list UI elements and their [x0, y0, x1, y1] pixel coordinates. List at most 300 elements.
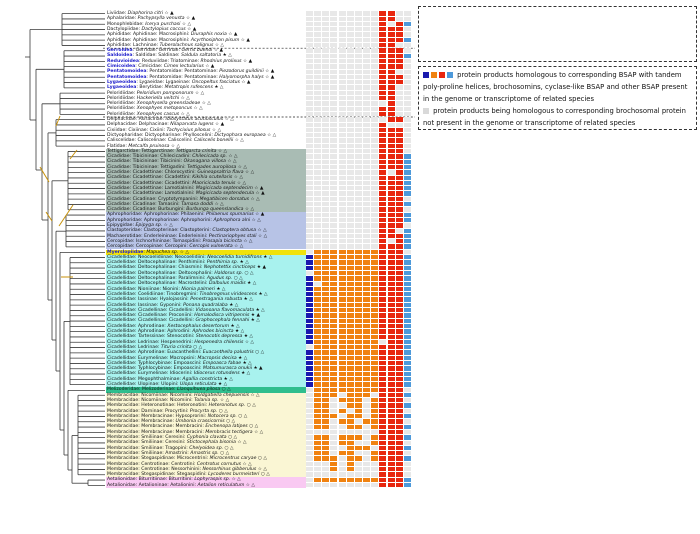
matrix-cell-present	[396, 350, 403, 354]
matrix-cell-absent	[314, 462, 321, 466]
matrix-cell-absent	[347, 239, 354, 243]
matrix-cell-absent	[306, 409, 313, 413]
matrix-cell-present	[322, 446, 329, 450]
matrix-cell-present	[363, 313, 370, 317]
matrix-cell-absent	[314, 244, 321, 248]
matrix-cell-present	[404, 382, 411, 386]
matrix-cell-absent	[306, 170, 313, 174]
matrix-cell-present	[322, 255, 329, 259]
matrix-cell-absent	[371, 191, 378, 195]
matrix-cell-present	[388, 483, 395, 487]
matrix-cell-present	[379, 91, 386, 95]
matrix-cell-absent	[347, 218, 354, 222]
matrix-cell-absent	[347, 123, 354, 127]
matrix-cell-present	[306, 292, 313, 296]
matrix-cell-present	[379, 345, 386, 349]
matrix-cell-absent	[363, 483, 370, 487]
species-name: Aetalion reticulatum	[197, 482, 245, 488]
matrix-cell-present	[363, 388, 370, 392]
species-name: Llanquihuea pilosa	[177, 387, 221, 393]
matrix-cell-absent	[306, 144, 313, 148]
matrix-cell-absent	[355, 75, 362, 79]
matrix-cell-absent	[355, 186, 362, 190]
matrix-cell-present	[388, 388, 395, 392]
matrix-cell-absent	[306, 223, 313, 227]
matrix-cell-present	[371, 478, 378, 482]
matrix-cell-present	[347, 303, 354, 307]
matrix-cell-present	[330, 456, 337, 460]
species-name: Cimex lectularius	[163, 64, 204, 69]
matrix-cell-absent	[371, 107, 378, 111]
matrix-cell-absent	[330, 176, 337, 180]
matrix-cell-present	[396, 462, 403, 466]
matrix-cell-present	[396, 366, 403, 370]
matrix-cell-absent	[306, 425, 313, 429]
matrix-cell-absent	[371, 144, 378, 148]
matrix-cell-absent	[339, 54, 346, 58]
matrix-cell-present	[339, 372, 346, 376]
matrix-cell-absent	[339, 70, 346, 74]
matrix-cell-absent	[339, 430, 346, 434]
matrix-cell-absent	[355, 462, 362, 466]
matrix-cell-absent	[347, 70, 354, 74]
matrix-cell-present	[355, 303, 362, 307]
matrix-cell-absent	[347, 107, 354, 111]
matrix-cell-absent	[363, 218, 370, 222]
matrix-cell-present	[379, 350, 386, 354]
matrix-cell-absent	[363, 472, 370, 476]
matrix-cell-present	[330, 282, 337, 286]
matrix-cell-absent	[355, 223, 362, 227]
matrix-cell-present	[371, 292, 378, 296]
species-name: Stictocephala bisonia	[186, 440, 236, 446]
matrix-cell-absent	[363, 70, 370, 74]
matrix-cell-present	[404, 456, 411, 460]
species-name: Holdgatiella chepuensis	[194, 392, 249, 398]
matrix-cell-absent	[363, 223, 370, 227]
matrix-cell-absent	[404, 75, 411, 79]
species-name: Cyphonia clavata	[186, 435, 227, 440]
matrix-cell-present	[404, 160, 411, 164]
matrix-cell-present	[404, 276, 411, 280]
matrix-cell-present	[363, 366, 370, 370]
matrix-cell-absent	[355, 165, 362, 169]
matrix-cell-present	[379, 112, 386, 116]
matrix-cell-absent	[347, 85, 354, 89]
species-name: Diaphorina citri	[127, 11, 164, 16]
matrix-cell-present	[314, 361, 321, 365]
matrix-cell-absent	[339, 123, 346, 127]
matrix-cell-absent	[404, 64, 411, 68]
matrix-cell-absent	[306, 244, 313, 248]
matrix-cell-present	[371, 372, 378, 376]
matrix-cell-present	[322, 435, 329, 439]
matrix-cell-present	[306, 308, 313, 312]
matrix-cell-present	[306, 340, 313, 344]
species-name: Guineapsaltria flava	[197, 170, 244, 175]
matrix-cell-present	[306, 266, 313, 270]
taxon-row: Clastopteridae: Clastopterinae: Clastopterini: Clastoptera obtusa ☆ △	[107, 228, 267, 234]
matrix-cell-absent	[371, 472, 378, 476]
matrix-cell-absent	[322, 70, 329, 74]
matrix-cell-present	[396, 276, 403, 280]
matrix-cell-present	[355, 361, 362, 365]
matrix-cell-present	[379, 85, 386, 89]
taxon-row: Cicadellidae: Cicadellinae: Cicadellini: Vidanoana flavomaculata ★ △	[107, 307, 265, 313]
matrix-cell-present	[388, 377, 395, 381]
matrix-cell-present	[355, 276, 362, 280]
species-name: Ulopa reticulata	[180, 382, 217, 387]
matrix-cell-present	[379, 234, 386, 238]
matrix-cell-absent	[306, 107, 313, 111]
matrix-cell-absent	[404, 11, 411, 15]
matrix-cell-present	[388, 112, 395, 116]
matrix-cell-present	[379, 419, 386, 423]
matrix-cell-present	[396, 165, 403, 169]
matrix-cell-present	[396, 181, 403, 185]
matrix-cell-absent	[322, 170, 329, 174]
matrix-cell-absent	[314, 112, 321, 116]
matrix-cell-absent	[355, 202, 362, 206]
matrix-cell-absent	[306, 414, 313, 418]
matrix-cell-absent	[363, 435, 370, 439]
matrix-cell-absent	[363, 128, 370, 132]
matrix-cell-present	[379, 382, 386, 386]
matrix-cell-absent	[339, 181, 346, 185]
matrix-cell-present	[379, 260, 386, 264]
matrix-cell-present	[306, 303, 313, 307]
matrix-cell-present	[339, 340, 346, 344]
matrix-cell-present	[388, 133, 395, 137]
matrix-cell-present	[347, 451, 354, 455]
taxon-row: Cicadellidae: Eurymelinae: Idiocerini: Idiocerus rotundens ★ △	[107, 371, 251, 377]
matrix-cell-present	[371, 409, 378, 413]
matrix-cell-absent	[355, 170, 362, 174]
species-name: Pachypsylla venusta	[137, 16, 185, 22]
matrix-cell-present	[322, 297, 329, 301]
species-name: Mapuchea sp.	[146, 249, 179, 255]
matrix-cell-absent	[371, 244, 378, 248]
matrix-cell-present	[363, 377, 370, 381]
matrix-cell-present	[388, 255, 395, 259]
color-legend-line-1	[423, 70, 692, 105]
matrix-cell-present	[355, 372, 362, 376]
matrix-cell-absent	[306, 70, 313, 74]
matrix-cell-present	[371, 319, 378, 323]
matrix-cell-present	[322, 441, 329, 445]
matrix-cell-present	[330, 414, 337, 418]
matrix-cell-absent	[371, 154, 378, 158]
matrix-cell-present	[388, 223, 395, 227]
matrix-cell-present	[396, 451, 403, 455]
matrix-cell-present	[363, 446, 370, 450]
matrix-cell-present	[379, 409, 386, 413]
matrix-cell-present	[404, 393, 411, 397]
matrix-cell-absent	[322, 133, 329, 137]
red-swatch-icon	[439, 72, 445, 78]
matrix-cell-present	[404, 329, 411, 333]
matrix-cell-absent	[371, 223, 378, 227]
matrix-cell-absent	[330, 75, 337, 79]
matrix-cell-absent	[396, 11, 403, 15]
matrix-cell-absent	[314, 107, 321, 111]
matrix-cell-present	[379, 181, 386, 185]
matrix-cell-present	[371, 425, 378, 429]
matrix-cell-absent	[339, 138, 346, 142]
matrix-cell-absent	[355, 96, 362, 100]
matrix-cell-present	[379, 478, 386, 482]
matrix-cell-present	[355, 393, 362, 397]
matrix-cell-present	[379, 191, 386, 195]
matrix-cell-present	[347, 398, 354, 402]
matrix-cell-absent	[347, 176, 354, 180]
taxon-row: Membracidae: Nicomiinae: Nicomiini: Holdgatiella chepuensis ☆ △	[107, 392, 260, 398]
matrix-cell-absent	[339, 107, 346, 111]
matrix-cell-present	[339, 255, 346, 259]
matrix-cell-present	[347, 467, 354, 471]
matrix-cell-absent	[314, 123, 321, 127]
matrix-cell-present	[371, 329, 378, 333]
matrix-cell-absent	[363, 107, 370, 111]
matrix-cell-absent	[404, 398, 411, 402]
matrix-cell-absent	[322, 197, 329, 201]
matrix-cell-absent	[314, 430, 321, 434]
matrix-cell-present	[322, 382, 329, 386]
matrix-cell-present	[396, 435, 403, 439]
matrix-cell-present	[396, 250, 403, 254]
matrix-cell-absent	[363, 165, 370, 169]
matrix-cell-present	[404, 340, 411, 344]
matrix-cell-present	[388, 186, 395, 190]
matrix-cell-present	[379, 456, 386, 460]
matrix-cell-absent	[322, 22, 329, 26]
matrix-cell-present	[379, 250, 386, 254]
matrix-cell-present	[396, 239, 403, 243]
matrix-cell-absent	[322, 107, 329, 111]
matrix-cell-present	[322, 361, 329, 365]
matrix-cell-present	[314, 292, 321, 296]
matrix-cell-absent	[363, 101, 370, 105]
matrix-cell-present	[396, 48, 403, 52]
matrix-cell-present	[363, 372, 370, 376]
matrix-cell-present	[347, 377, 354, 381]
matrix-cell-present	[330, 356, 337, 360]
matrix-cell-present	[371, 340, 378, 344]
matrix-cell-present	[396, 319, 403, 323]
species-name: Umbonia crassicornis	[175, 419, 225, 425]
species-name: Aphrodes bicincta	[192, 329, 234, 334]
matrix-cell-present	[396, 117, 403, 121]
matrix-cell-absent	[330, 27, 337, 31]
matrix-cell-present	[371, 287, 378, 291]
matrix-cell-present	[322, 419, 329, 423]
matrix-cell-absent	[306, 472, 313, 476]
matrix-cell-absent	[371, 170, 378, 174]
matrix-cell-present	[379, 430, 386, 434]
matrix-cell-absent	[330, 38, 337, 42]
matrix-cell-present	[388, 260, 395, 264]
matrix-cell-absent	[322, 128, 329, 132]
matrix-cell-absent	[379, 117, 386, 121]
matrix-cell-absent	[339, 393, 346, 397]
matrix-cell-present	[355, 388, 362, 392]
matrix-cell-present	[314, 345, 321, 349]
matrix-cell-absent	[306, 133, 313, 137]
matrix-cell-absent	[404, 85, 411, 89]
matrix-cell-absent	[306, 43, 313, 47]
matrix-cell-absent	[371, 160, 378, 164]
matrix-cell-present	[379, 186, 386, 190]
matrix-cell-absent	[322, 472, 329, 476]
matrix-cell-absent	[355, 451, 362, 455]
matrix-cell-absent	[396, 101, 403, 105]
taxon-row: Membracidae: Smiliinae: Tragopini: Chelyoidea sp. ○ △	[107, 445, 234, 451]
matrix-cell-absent	[306, 17, 313, 21]
matrix-cell-absent	[355, 430, 362, 434]
matrix-cell-present	[388, 462, 395, 466]
matrix-cell-absent	[371, 70, 378, 74]
matrix-cell-absent	[371, 117, 378, 121]
matrix-cell-absent	[363, 160, 370, 164]
matrix-cell-present	[396, 207, 403, 211]
matrix-cell-present	[339, 361, 346, 365]
matrix-cell-present	[379, 403, 386, 407]
matrix-cell-absent	[339, 197, 346, 201]
matrix-cell-absent	[330, 202, 337, 206]
species-name: Homalodisca vitripennis	[194, 313, 250, 319]
species-name: Xestocephalus desertorum	[167, 323, 230, 329]
matrix-cell-present	[388, 271, 395, 275]
matrix-cell-present	[363, 324, 370, 328]
matrix-cell-present	[396, 144, 403, 148]
species-name: Notocera sp.	[207, 413, 237, 419]
matrix-cell-present	[396, 382, 403, 386]
matrix-cell-absent	[330, 22, 337, 26]
species-name: Lycoderes burmeisteri	[208, 472, 260, 478]
matrix-cell-present	[388, 303, 395, 307]
matrix-cell-absent	[314, 467, 321, 471]
matrix-cell-absent	[355, 128, 362, 132]
matrix-cell-absent	[355, 239, 362, 243]
matrix-cell-absent	[330, 91, 337, 95]
matrix-cell-present	[347, 456, 354, 460]
matrix-cell-absent	[371, 123, 378, 127]
matrix-cell-present	[322, 335, 329, 339]
matrix-cell-present	[388, 361, 395, 365]
species-name: Matsumurasca onukii	[203, 366, 253, 372]
matrix-cell-absent	[339, 91, 346, 95]
matrix-cell-present	[330, 303, 337, 307]
taxon-row: Machaerotidae: Enderleininae: Enderleinini: Pectinariophyes stali ☆ △	[107, 233, 268, 239]
matrix-cell-absent	[330, 64, 337, 68]
matrix-cell-absent	[306, 91, 313, 95]
matrix-cell-present	[388, 393, 395, 397]
color-legend-line-2	[423, 106, 692, 130]
matrix-cell-absent	[306, 80, 313, 84]
matrix-cell-present	[379, 313, 386, 317]
matrix-cell-present	[388, 85, 395, 89]
matrix-cell-absent	[404, 419, 411, 423]
matrix-cell-absent	[314, 160, 321, 164]
matrix-cell-absent	[355, 123, 362, 127]
matrix-cell-present	[379, 303, 386, 307]
matrix-cell-absent	[363, 75, 370, 79]
taxon-row: Cicadellidae: Aphrodinae: Aphrodini: Aphrodes bicincta ★ △	[107, 329, 245, 334]
matrix-cell-absent	[347, 191, 354, 195]
matrix-cell-absent	[306, 462, 313, 466]
matrix-cell-absent	[355, 154, 362, 158]
taxon-row: Saldoidea: Saldidae: Saldinae: Saldula saltatoria ★ △	[107, 53, 232, 59]
matrix-cell-absent	[363, 149, 370, 153]
matrix-cell-absent	[314, 85, 321, 89]
matrix-cell-absent	[355, 133, 362, 137]
matrix-cell-absent	[363, 22, 370, 26]
matrix-cell-present	[396, 64, 403, 68]
color-legend	[418, 66, 697, 130]
matrix-cell-absent	[314, 75, 321, 79]
taxon-row: Cicadellidae: Iassinae: Gyponini: Ponana quadralaba ★ △	[107, 302, 239, 308]
matrix-cell-present	[379, 324, 386, 328]
matrix-cell-absent	[404, 27, 411, 31]
matrix-cell-present	[363, 350, 370, 354]
matrix-cell-present	[379, 154, 386, 158]
matrix-cell-absent	[339, 80, 346, 84]
matrix-cell-absent	[339, 414, 346, 418]
matrix-cell-present	[330, 276, 337, 280]
matrix-cell-present	[322, 398, 329, 402]
matrix-cell-absent	[347, 483, 354, 487]
matrix-cell-absent	[371, 149, 378, 153]
taxon-row: Membracidae: Heteronotinae: Heteronotini: Heteronotus sp. ○ △	[107, 403, 256, 409]
matrix-cell-present	[339, 303, 346, 307]
matrix-cell-present	[379, 297, 386, 301]
matrix-cell-present	[404, 350, 411, 354]
matrix-cell-absent	[314, 149, 321, 153]
matrix-cell-present	[379, 451, 386, 455]
matrix-cell-absent	[363, 38, 370, 42]
matrix-cell-present	[330, 350, 337, 354]
matrix-cell-present	[379, 462, 386, 466]
matrix-cell-present	[322, 377, 329, 381]
matrix-cell-present	[371, 303, 378, 307]
matrix-cell-absent	[330, 430, 337, 434]
matrix-cell-absent	[363, 239, 370, 243]
matrix-cell-present	[388, 181, 395, 185]
matrix-cell-present	[404, 372, 411, 376]
matrix-cell-absent	[347, 197, 354, 201]
matrix-cell-present	[314, 271, 321, 275]
matrix-cell-present	[396, 22, 403, 26]
matrix-cell-present	[404, 202, 411, 206]
matrix-cell-present	[388, 435, 395, 439]
matrix-cell-present	[363, 292, 370, 296]
matrix-cell-absent	[404, 107, 411, 111]
matrix-cell-absent	[371, 101, 378, 105]
matrix-cell-present	[379, 107, 386, 111]
matrix-cell-absent	[330, 244, 337, 248]
matrix-cell-absent	[371, 202, 378, 206]
matrix-cell-present	[379, 266, 386, 270]
matrix-cell-absent	[330, 144, 337, 148]
matrix-cell-absent	[339, 85, 346, 89]
species-name: Chelyoidea sp.	[189, 445, 224, 451]
matrix-cell-absent	[363, 11, 370, 15]
matrix-cell-absent	[306, 218, 313, 222]
matrix-cell-present	[396, 388, 403, 392]
matrix-cell-present	[322, 356, 329, 360]
matrix-cell-absent	[355, 11, 362, 15]
matrix-cell-absent	[306, 197, 313, 201]
